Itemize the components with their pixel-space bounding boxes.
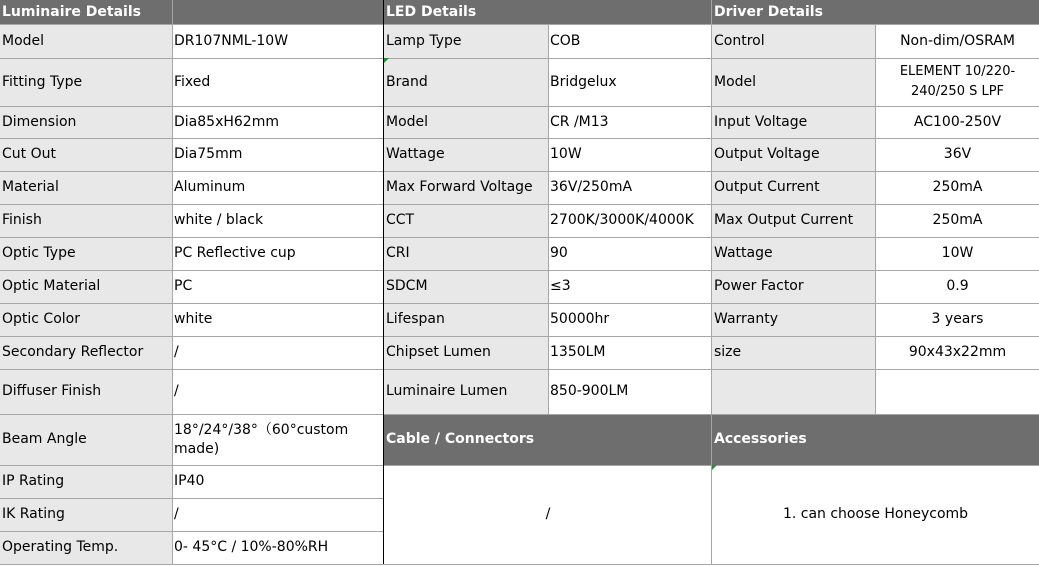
- luminaire-value: PC Reflective cup: [172, 237, 384, 270]
- led-label: Lifespan: [384, 303, 548, 336]
- driver-value: AC100-250V: [876, 106, 1039, 138]
- driver-label: Warranty: [712, 303, 876, 336]
- driver-header: Driver Details: [712, 0, 1039, 24]
- luminaire-label: Dimension: [0, 106, 172, 138]
- led-value: COB: [548, 24, 712, 58]
- grid-line-h: [0, 564, 1039, 565]
- led-value: CR /M13: [548, 106, 712, 138]
- led-value: ≤3: [548, 270, 712, 303]
- grid-line-h: [0, 465, 384, 466]
- luminaire-label: Fitting Type: [0, 58, 172, 106]
- grid-line-v: [711, 0, 712, 564]
- luminaire-value: Aluminum: [172, 171, 384, 204]
- driver-value: 0.9: [876, 270, 1039, 303]
- grid-line-h: [0, 531, 384, 532]
- luminaire-value: PC: [172, 270, 384, 303]
- grid-line-h: [0, 336, 384, 337]
- grid-line-h: [0, 106, 384, 107]
- led-label: Wattage: [384, 138, 548, 171]
- accessories-value: 1. can choose Honeycomb: [712, 465, 1039, 564]
- driver-value: [876, 369, 1039, 414]
- luminaire-label: Model: [0, 24, 172, 58]
- led-label: Lamp Type: [384, 24, 548, 58]
- led-value: 10W: [548, 138, 712, 171]
- driver-label: Model: [712, 58, 876, 106]
- grid-line-v: [172, 0, 173, 564]
- driver-label: Wattage: [712, 237, 876, 270]
- driver-value: 10W: [876, 237, 1039, 270]
- driver-value: 3 years: [876, 303, 1039, 336]
- accessories-header: Accessories: [712, 414, 1039, 465]
- luminaire-header-spacer: [172, 0, 384, 24]
- luminaire-label: Operating Temp.: [0, 531, 172, 564]
- driver-value: 36V: [876, 138, 1039, 171]
- driver-value: Non-dim/OSRAM: [876, 24, 1039, 58]
- grid-line-h: [0, 171, 384, 172]
- led-value: 90: [548, 237, 712, 270]
- led-label: Model: [384, 106, 548, 138]
- luminaire-value: 18°/24°/38°（60°custom made): [172, 414, 384, 465]
- cable-header: Cable / Connectors: [384, 414, 712, 465]
- led-header: LED Details: [384, 0, 712, 24]
- driver-label: Output Current: [712, 171, 876, 204]
- grid-line-h: [0, 58, 384, 59]
- luminaire-label: Optic Type: [0, 237, 172, 270]
- luminaire-value: Fixed: [172, 58, 384, 106]
- led-value: 50000hr: [548, 303, 712, 336]
- luminaire-label: Material: [0, 171, 172, 204]
- luminaire-value: Dia75mm: [172, 138, 384, 171]
- luminaire-label: Finish: [0, 204, 172, 237]
- led-value: 2700K/3000K/4000K: [548, 204, 712, 237]
- luminaire-value: /: [172, 498, 384, 531]
- luminaire-value: IP40: [172, 465, 384, 498]
- driver-value: 250mA: [876, 171, 1039, 204]
- luminaire-label: Diffuser Finish: [0, 369, 172, 414]
- grid-line-h: [0, 414, 384, 415]
- grid-line-v: [383, 0, 384, 564]
- luminaire-value: /: [172, 336, 384, 369]
- luminaire-value: DR107NML-10W: [172, 24, 384, 58]
- grid-line-h: [0, 24, 384, 25]
- led-label: CCT: [384, 204, 548, 237]
- led-value: 850-900LM: [548, 369, 712, 414]
- driver-label: Control: [712, 24, 876, 58]
- luminaire-label: IP Rating: [0, 465, 172, 498]
- led-label: CRI: [384, 237, 548, 270]
- led-label: Brand: [384, 58, 548, 106]
- led-value: 36V/250mA: [548, 171, 712, 204]
- cell-comment-marker: [384, 58, 389, 63]
- led-value: 1350LM: [548, 336, 712, 369]
- grid-line-h: [0, 237, 384, 238]
- led-label: Chipset Lumen: [384, 336, 548, 369]
- driver-label: Output Voltage: [712, 138, 876, 171]
- luminaire-value: /: [172, 369, 384, 414]
- grid-line-h: [0, 204, 384, 205]
- luminaire-label: Secondary Reflector: [0, 336, 172, 369]
- grid-line-h: [0, 303, 384, 304]
- cell-comment-marker: [712, 465, 717, 470]
- led-label: Max Forward Voltage: [384, 171, 548, 204]
- luminaire-label: Optic Material: [0, 270, 172, 303]
- luminaire-header: Luminaire Details: [0, 0, 172, 24]
- cable-value: /: [384, 465, 712, 564]
- driver-label: Power Factor: [712, 270, 876, 303]
- luminaire-value: 0- 45°C / 10%-80%RH: [172, 531, 384, 564]
- driver-label: size: [712, 336, 876, 369]
- grid-line-h: [0, 138, 384, 139]
- luminaire-label: IK Rating: [0, 498, 172, 531]
- grid-line-v: [548, 24, 549, 414]
- grid-line-h: [0, 270, 384, 271]
- driver-value: 250mA: [876, 204, 1039, 237]
- luminaire-value: Dia85xH62mm: [172, 106, 384, 138]
- led-label: SDCM: [384, 270, 548, 303]
- grid-line-v: [875, 24, 876, 414]
- luminaire-label: Optic Color: [0, 303, 172, 336]
- led-label: Luminaire Lumen: [384, 369, 548, 414]
- grid-line-h: [0, 369, 384, 370]
- driver-value: 90x43x22mm: [876, 336, 1039, 369]
- led-value: Bridgelux: [548, 58, 712, 106]
- luminaire-label: Beam Angle: [0, 414, 172, 465]
- luminaire-value: white: [172, 303, 384, 336]
- luminaire-value: white / black: [172, 204, 384, 237]
- driver-value: ELEMENT 10/220-240/250 S LPF: [876, 58, 1039, 106]
- driver-label: [712, 369, 876, 414]
- luminaire-label: Cut Out: [0, 138, 172, 171]
- grid-line-h: [0, 498, 384, 499]
- driver-label: Max Output Current: [712, 204, 876, 237]
- driver-label: Input Voltage: [712, 106, 876, 138]
